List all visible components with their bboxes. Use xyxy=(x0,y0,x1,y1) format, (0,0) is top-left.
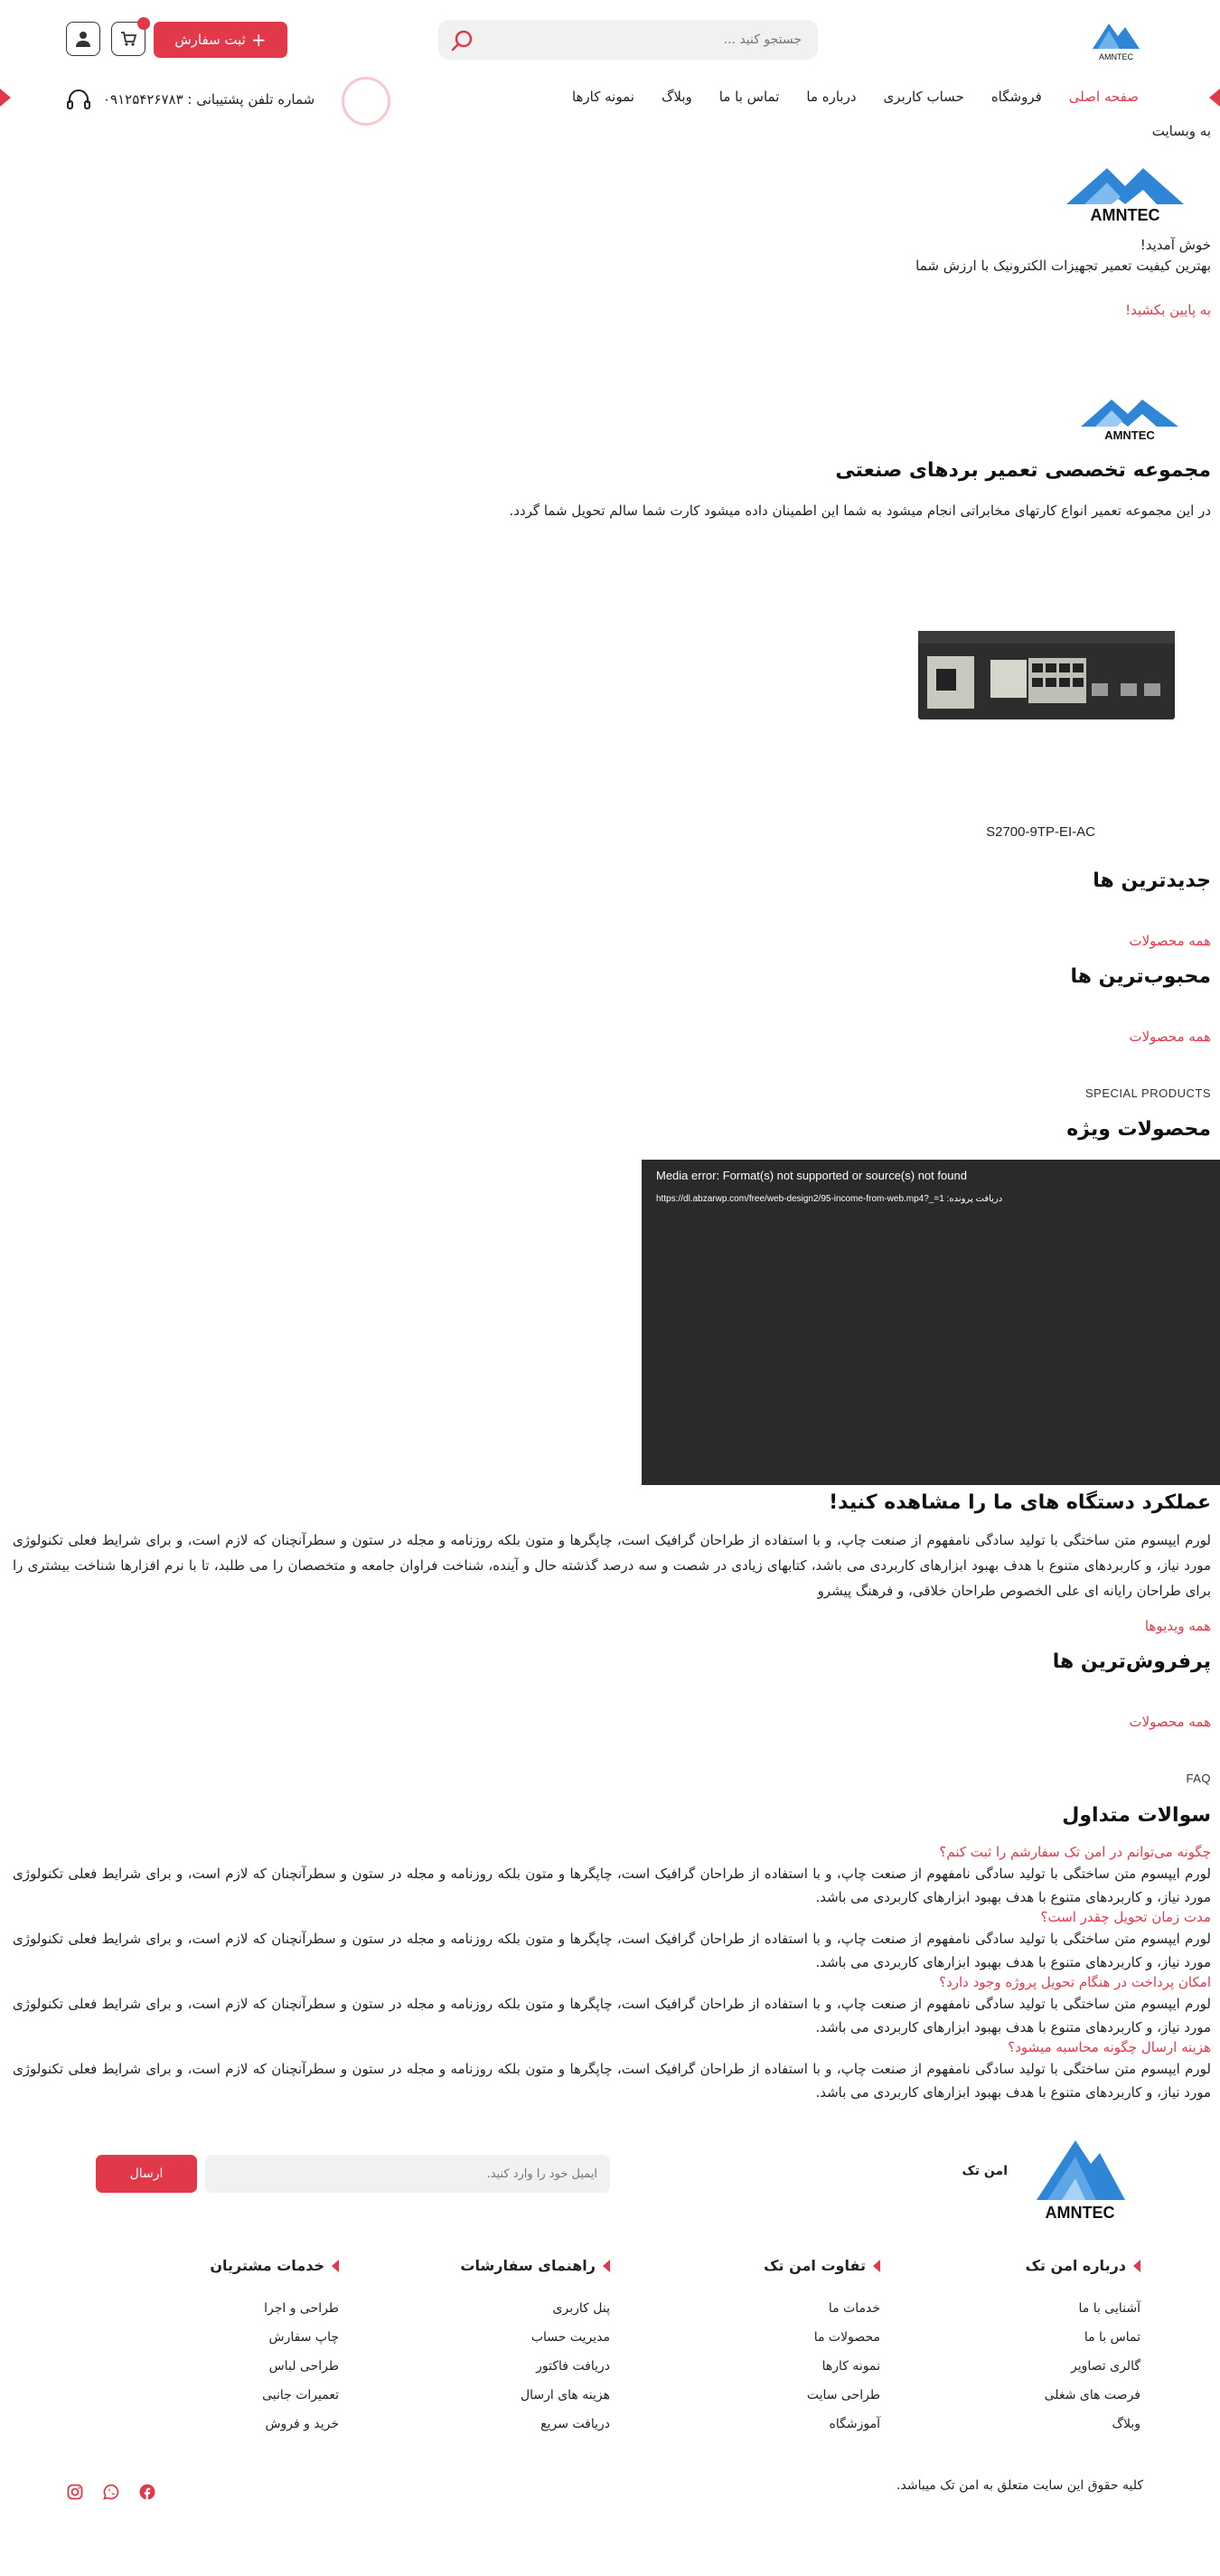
site-logo[interactable] xyxy=(1089,16,1143,63)
popular-all-products-link[interactable]: همه محصولات xyxy=(1129,1029,1211,1045)
faq-question-3[interactable]: امکان پرداخت در هنگام تحویل پروژه وجود دارد؟ xyxy=(939,1974,1211,1990)
faq-question-2[interactable]: مدت زمان تحویل چقدر است؟ xyxy=(1040,1909,1211,1925)
footer-link[interactable]: مدیریت حساب xyxy=(530,2330,610,2345)
footer-link[interactable]: دریافت فاکتور xyxy=(536,2359,610,2374)
support-phone-text: شماره تلفن پشتیبانی : ۰۹۱۲۵۴۲۶۷۸۳ xyxy=(103,91,315,108)
footer-link[interactable]: چاپ سفارش xyxy=(268,2330,339,2345)
footer-link[interactable]: خرید و فروش xyxy=(265,2417,339,2431)
footer-link[interactable]: هزینه های ارسال xyxy=(520,2388,610,2402)
footer-link[interactable]: وبلاگ xyxy=(1112,2417,1140,2431)
footer-link[interactable]: فرصت های شغلی xyxy=(1044,2388,1140,2402)
user-icon xyxy=(74,30,92,48)
support-phone xyxy=(67,89,314,110)
footer-link[interactable]: محصولات ما xyxy=(813,2330,880,2345)
footer-bullet-icon xyxy=(332,2260,339,2272)
facebook-icon[interactable] xyxy=(139,2484,155,2500)
whatsapp-icon[interactable] xyxy=(103,2484,119,2500)
all-videos-link[interactable]: همه ویدیوها xyxy=(1144,1618,1211,1634)
product-image[interactable] xyxy=(911,624,1182,723)
footer-column-orders xyxy=(429,2257,610,2446)
nav-edge-arrow-right xyxy=(1209,89,1220,107)
newsletter-box xyxy=(205,2155,610,2193)
footer-link[interactable]: نمونه کارها xyxy=(821,2359,880,2374)
faq-answer-3: لورم ایپسوم متن ساختگی با تولید سادگی نامفهوم از صنعت چاپ، و با استفاده از طراحان گرافیک است، چاپگرها و متون بلکه روزنامه و مجله در ستون و سطرآنچنان که لازم است، و برای شرایط فعلی تکنولوژی مورد نیاز، و کاربردهای متنوع با هدف بهبود ابزارهای کاربردی می باشد. xyxy=(13,1996,1211,2035)
footer-column-title: خدمات مشتریان xyxy=(210,2257,324,2274)
main-nav xyxy=(572,89,1139,105)
footer-column-title: تفاوت امن تک xyxy=(764,2257,866,2274)
intro-logo-text: AMNTEC xyxy=(1090,206,1160,224)
account-button[interactable] xyxy=(66,22,100,56)
footer-column-about xyxy=(960,2257,1140,2446)
search-bar xyxy=(438,20,818,60)
footer-link[interactable]: تعمیرات جانبی xyxy=(262,2388,339,2402)
special-title: محصولات ویژه xyxy=(1066,1118,1211,1141)
site-logo-text: AMNTEC xyxy=(1099,52,1133,61)
footer-link[interactable]: آموزشگاه xyxy=(829,2417,880,2431)
footer-column-title: راهنمای سفارشات xyxy=(460,2257,596,2274)
footer-column-difference xyxy=(699,2257,880,2446)
footer-link[interactable]: خدمات ما xyxy=(828,2301,880,2316)
bestsellers-title: پرفروش‌ترین ها xyxy=(1052,1650,1211,1673)
special-caption: SPECIAL PRODUCTS xyxy=(1085,1086,1211,1100)
footer-logo-text: AMNTEC xyxy=(1045,2204,1115,2222)
footer-link[interactable]: طراحی و اجرا xyxy=(264,2301,339,2316)
footer-link[interactable]: گالری تصاویر xyxy=(1070,2359,1140,2374)
search-input[interactable] xyxy=(503,20,802,60)
footer-bullet-icon xyxy=(873,2260,880,2272)
headphones-icon xyxy=(67,89,90,110)
footer-link[interactable]: طراحی سایت xyxy=(806,2388,880,2402)
copyright-text: کلیه حقوق این سایت متعلق به امن تک میباشد. xyxy=(896,2478,1143,2493)
faq-question-1[interactable]: چگونه می‌توانم در امن تک سفارشم را ثبت کنم؟ xyxy=(939,1844,1211,1860)
cart-button[interactable] xyxy=(111,22,145,56)
nav-item-about[interactable]: درباره ما xyxy=(806,89,857,105)
about-logo-text: AMNTEC xyxy=(1104,428,1155,441)
cart-icon xyxy=(119,30,137,48)
faq-caption: FAQ xyxy=(1186,1772,1211,1785)
intro-logo xyxy=(1057,163,1193,224)
newest-title: جدیدترین ها xyxy=(1093,870,1211,892)
newest-all-products-link[interactable]: همه محصولات xyxy=(1129,933,1211,949)
newsletter-email-input[interactable] xyxy=(205,2155,610,2193)
place-order-label: ثبت سفارش xyxy=(174,32,246,48)
about-logo xyxy=(1075,394,1184,441)
performance-text: لورم ایپسوم متن ساختگی با تولید سادگی نامفهوم از صنعت چاپ، و با استفاده از طراحان گرافیک است، چاپگرها و متون بلکه روزنامه و مجله در ستون و سطرآنچنان که لازم است، و برای شرایط فعلی تکنولوژی مورد نیاز، و کاربردهای متنوع با هدف بهبود ابزارهای کاربردی می باشد، کتابهای زیادی در شصت و سه درصد گذشته حال و آینده، شناخت فراوان جامعه و متخصصان را می طلبد، تا با نرم افزارها شناخت بیشتری را برای طراحان رایانه ای علی الخصوص طراحان خلاقی، و فرهنگ پیشرو xyxy=(13,1532,1211,1599)
footer-bullet-icon xyxy=(1133,2260,1140,2272)
video-player[interactable] xyxy=(642,1160,1220,1485)
footer-brand-name: امن تک xyxy=(962,2164,1008,2178)
nav-edge-arrow-left xyxy=(0,89,11,107)
nav-item-account[interactable]: حساب کاربری xyxy=(883,89,964,105)
footer-link[interactable]: پنل کاربری xyxy=(552,2301,610,2316)
place-order-button[interactable] xyxy=(154,22,287,58)
footer-logo[interactable] xyxy=(1026,2133,1134,2223)
product-name[interactable]: S2700-9TP-EI-AC xyxy=(986,824,1095,840)
footer-bullet-icon xyxy=(603,2260,610,2272)
nav-item-blog[interactable]: وبلاگ xyxy=(661,89,692,105)
faq-answer-1: لورم ایپسوم متن ساختگی با تولید سادگی نامفهوم از صنعت چاپ، و با استفاده از طراحان گرافیک است، چاپگرها و متون بلکه روزنامه و مجله در ستون و سطرآنچنان که لازم است، و برای شرایط فعلی تکنولوژی مورد نیاز، و کاربردهای متنوع با هدف بهبود ابزارهای کاربردی می باشد. xyxy=(13,1866,1211,1905)
nav-item-portfolio[interactable]: نمونه کارها xyxy=(571,89,634,105)
popular-title: محبوب‌ترین ها xyxy=(1070,965,1211,988)
instagram-icon[interactable] xyxy=(67,2484,83,2500)
footer-link[interactable]: دریافت سریع xyxy=(540,2417,610,2431)
intro-greeting: خوش آمدید! xyxy=(1140,237,1211,253)
about-text: در این مجموعه تعمیر انواع کارتهای مخابراتی انجام میشود به شما این اطمینان داده میشود کارت شما سالم تحویل شما گردد. xyxy=(509,503,1211,519)
scroll-down-cta[interactable]: به پایین بکشید! xyxy=(1125,302,1211,318)
nav-item-contact[interactable]: تماس با ما xyxy=(718,89,780,105)
support-decoration xyxy=(342,77,390,126)
faq-question-4[interactable]: هزینه ارسال چگونه محاسبه میشود؟ xyxy=(1008,2039,1211,2055)
footer-column-customer-services xyxy=(158,2257,339,2446)
video-download-link[interactable]: https://dl.abzarwp.com/free/web-design2/95-income-from-web.mp4?_=1 :دریافت پرونده xyxy=(656,1194,1003,1204)
plus-icon: + xyxy=(250,29,267,51)
social-links xyxy=(67,2484,155,2500)
faq-title: سوالات متداول xyxy=(1062,1804,1211,1827)
intro-welcome-site: به وبسایت xyxy=(1151,123,1211,139)
video-error-message: Media error: Format(s) not supported or source(s) not found xyxy=(656,1169,967,1182)
footer-column-title: درباره امن تک xyxy=(1025,2257,1126,2274)
intro-tagline: بهترین کیفیت تعمیر تجهیزات الکترونیک با ارزش شما xyxy=(915,258,1211,274)
bestsellers-all-products-link[interactable]: همه محصولات xyxy=(1129,1714,1211,1730)
about-title: مجموعه تخصصی تعمیر بردهای صنعتی xyxy=(835,459,1211,482)
cart-badge xyxy=(137,17,150,30)
footer-link[interactable]: تماس با ما xyxy=(1084,2330,1140,2345)
nav-item-home[interactable]: صفحه اصلی xyxy=(1068,89,1139,105)
nav-item-shop[interactable]: فروشگاه xyxy=(990,89,1042,105)
search-icon[interactable] xyxy=(451,29,474,52)
footer-link[interactable]: آشنایی با ما xyxy=(1078,2301,1140,2316)
faq-answer-4: لورم ایپسوم متن ساختگی با تولید سادگی نامفهوم از صنعت چاپ، و با استفاده از طراحان گرافیک است، چاپگرها و متون بلکه روزنامه و مجله در ستون و سطرآنچنان که لازم است، و برای شرایط فعلی تکنولوژی مورد نیاز، و کاربردهای متنوع با هدف بهبود ابزارهای کاربردی می باشد. xyxy=(13,2061,1211,2101)
footer-link[interactable]: طراحی لباس xyxy=(268,2359,339,2374)
faq-answer-2: لورم ایپسوم متن ساختگی با تولید سادگی نامفهوم از صنعت چاپ، و با استفاده از طراحان گرافیک است، چاپگرها و متون بلکه روزنامه و مجله در ستون و سطرآنچنان که لازم است، و برای شرایط فعلی تکنولوژی مورد نیاز، و کاربردهای متنوع با هدف بهبود ابزارهای کاربردی می باشد. xyxy=(13,1931,1211,1970)
newsletter-send-button[interactable]: ارسال xyxy=(96,2155,197,2193)
performance-title: عملکرد دستگاه های ما را مشاهده کنید! xyxy=(829,1491,1211,1514)
